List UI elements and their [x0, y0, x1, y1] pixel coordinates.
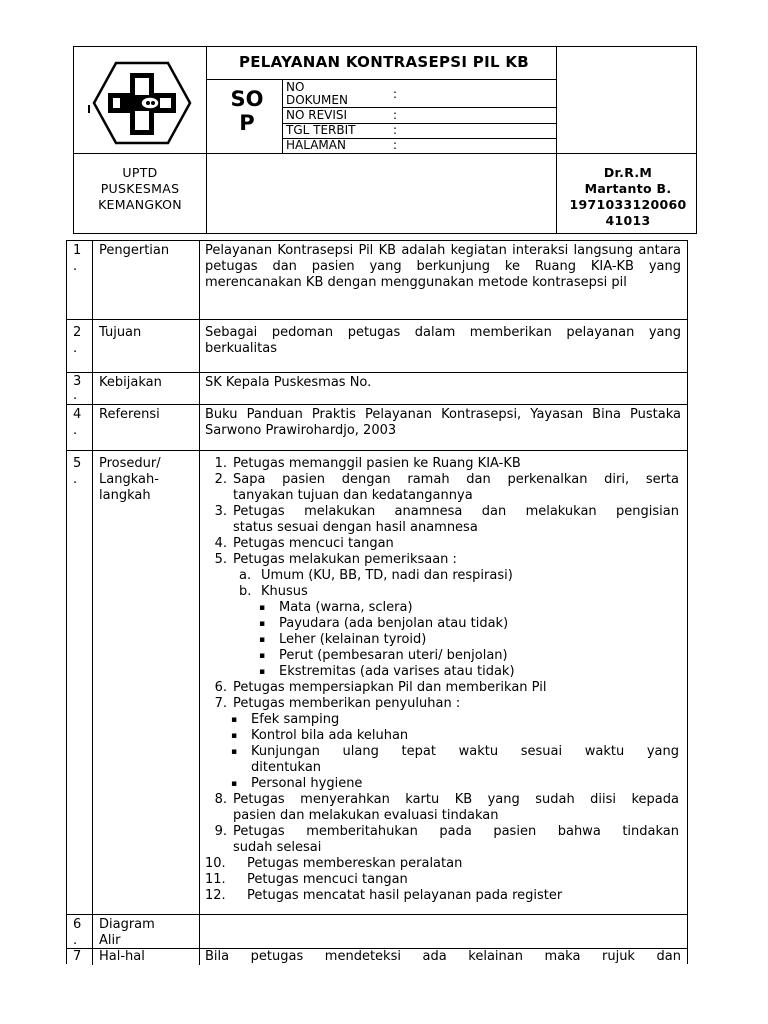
meta-colon: : [393, 138, 398, 152]
exam-sub-marker: a. [239, 568, 252, 583]
step-number: 5. [214, 552, 227, 567]
counseling-item: ditentukan [251, 760, 322, 775]
step-number: 10. [205, 856, 226, 871]
bullet-icon: ▪ [231, 715, 238, 725]
step-number: 2. [214, 472, 227, 487]
row-number-dot: . [73, 472, 78, 487]
organization-name [74, 165, 206, 213]
exam-special-item: Payudara (ada benjolan atau tidak) [279, 616, 509, 631]
step-text-line: Petugas melakukan pemeriksaan : [233, 552, 457, 567]
counseling-item: Efek samping [251, 712, 340, 727]
step-text-line: Petugas mempersiapkan Pil dan memberikan Pil [233, 680, 547, 695]
column-divider [199, 241, 200, 965]
row-text-referensi: Buku Panduan Praktis Pelayanan Kontrasepsi, Yayasan Bina Pustaka Sarwono Prawirohardjo, 2003 [205, 407, 681, 438]
bullet-icon: ▪ [259, 603, 266, 613]
row-number [73, 375, 93, 403]
exam-sub-marker: b. [239, 584, 252, 599]
bullet-icon: ▪ [231, 731, 238, 741]
step-number: 6. [214, 680, 227, 695]
row-text-kebijakan: SK Kepala Puskesmas No. [205, 375, 372, 390]
bullet-icon: ▪ [259, 619, 266, 629]
signer-line: Dr.R.M [603, 165, 653, 180]
header-divider [74, 153, 696, 154]
row-number-dot: . [73, 423, 78, 438]
step-text-line: sudah selesai [233, 840, 322, 855]
signer-line: 41013 [605, 213, 651, 228]
row-number [73, 325, 93, 357]
meta-colon: : [393, 87, 398, 101]
step-text-line: Petugas melakukan anamnesa dan melakukan pengisian [233, 504, 679, 519]
sop-header [73, 46, 697, 234]
row-divider [67, 372, 687, 373]
sop-label-line: SO [230, 87, 264, 111]
org-line: UPTD [122, 165, 158, 180]
step-number: 9. [214, 824, 227, 839]
row-number [73, 917, 93, 949]
row-label-hal-hal: Hal-hal [99, 949, 145, 964]
row-divider [67, 319, 687, 320]
step-text-line: Petugas membereskan peralatan [247, 856, 463, 871]
row-divider [67, 450, 687, 451]
meta-label [286, 81, 391, 107]
step-number: 8. [214, 792, 227, 807]
step-text-line: Petugas mencuci tangan [233, 536, 394, 551]
step-text-line: status sesuai dengan hasil anamnesa [233, 520, 478, 535]
step-number: 3. [214, 504, 227, 519]
row-text-hal-hal: Bila petugas mendeteksi ada kelainan maka rujuk dan [205, 949, 681, 964]
meta-label: NO REVISI [286, 108, 348, 122]
row-number-digit: 3 [73, 374, 82, 389]
sop-label [216, 87, 278, 135]
bullet-icon: ▪ [231, 779, 238, 789]
bullet-icon: ▪ [259, 651, 266, 661]
row-label-pengertian: Pengertian [99, 243, 170, 258]
row-number [73, 243, 93, 275]
step-number: 11. [205, 872, 226, 887]
header-divider [556, 47, 557, 233]
row-label-tujuan: Tujuan [99, 325, 142, 340]
step-text-line: Petugas memanggil pasien ke Ruang KIA-KB [233, 456, 521, 471]
step-text-line: pasien dan melakukan evaluasi tindakan [233, 808, 499, 823]
row-number: 7 [73, 949, 82, 964]
row-label-line: Alir [99, 933, 121, 948]
row-label-referensi: Referensi [99, 407, 160, 422]
row-label-diagram-alir [99, 917, 199, 949]
exam-special-item: Leher (kelainan tyroid) [279, 632, 427, 647]
row-divider [67, 914, 687, 915]
step-text-line: Sapa pasien dengan ramah dan perkenalkan diri, serta [233, 472, 679, 487]
org-line: KEMANGKON [98, 197, 182, 212]
row-number-digit: 4 [73, 407, 82, 422]
step-text-line: tanyakan tujuan dan kedatangannya [233, 488, 473, 503]
header-divider [282, 79, 283, 153]
sop-label-line: P [239, 111, 255, 135]
meta-label-line: NO [286, 80, 305, 94]
row-number-dot: . [73, 388, 78, 403]
row-number-digit: 5 [73, 456, 82, 471]
row-divider [67, 404, 687, 405]
row-number-digit: 6 [73, 917, 82, 932]
exam-sub-text: Umum (KU, BB, TD, nadi dan respirasi) [261, 568, 513, 583]
exam-special-item: Perut (pembesaran uteri/ benjolan) [279, 648, 508, 663]
row-label-line: Diagram [99, 917, 155, 932]
header-divider [206, 47, 207, 233]
exam-special-item: Mata (warna, sclera) [279, 600, 413, 615]
row-number-dot: . [73, 259, 78, 274]
step-text-line: Petugas mencatat hasil pelayanan pada register [247, 888, 563, 903]
meta-label: HALAMAN [286, 138, 346, 152]
signer-block [558, 165, 698, 229]
header-divider [206, 79, 556, 80]
counseling-item: Personal hygiene [251, 776, 363, 791]
row-number [73, 407, 93, 439]
meta-label: TGL TERBIT [286, 123, 356, 137]
meta-colon: : [393, 123, 398, 137]
row-label-line: langkah [99, 488, 151, 503]
meta-colon: : [393, 108, 398, 122]
sop-content-table [66, 240, 688, 964]
row-label-prosedur [99, 456, 199, 504]
signer-line: 1971033120060 [569, 197, 687, 212]
bullet-icon: ▪ [231, 747, 238, 757]
bullet-icon: ▪ [259, 667, 266, 677]
step-number: 1. [214, 456, 227, 471]
counseling-item: Kontrol bila ada keluhan [251, 728, 409, 743]
counseling-item: Kunjungan ulang tepat waktu sesuai waktu yang [251, 744, 679, 759]
step-number: 12. [205, 888, 226, 903]
row-number-dot: . [73, 341, 78, 356]
bullet-icon: ▪ [259, 635, 266, 645]
row-label-kebijakan: Kebijakan [99, 375, 162, 390]
exam-sub-text: Khusus [261, 584, 308, 599]
row-text-tujuan: Sebagai pedoman petugas dalam memberikan pelayanan yang berkualitas [205, 325, 681, 356]
org-line: PUSKESMAS [100, 181, 180, 196]
row-number [73, 456, 93, 488]
step-text-line: Petugas menyerahkan kartu KB yang sudah diisi kepada [233, 792, 679, 807]
signer-line: Martanto B. [584, 181, 672, 196]
document-title: PELAYANAN KONTRASEPSI PIL KB [238, 53, 530, 71]
row-label-line: Prosedur/ [99, 456, 161, 471]
step-number: 7. [214, 696, 227, 711]
row-number-digit: 2 [73, 325, 82, 340]
meta-label-line: DOKUMEN [286, 93, 348, 107]
step-number: 4. [214, 536, 227, 551]
row-number-dot: . [73, 933, 78, 948]
exam-special-item: Ekstremitas (ada varises atau tidak) [279, 664, 515, 679]
row-number-digit: 1 [73, 243, 82, 258]
step-text-line: Petugas mencuci tangan [247, 872, 408, 887]
row-text-pengertian: Pelayanan Kontrasepsi Pil KB adalah kegiatan interaksi langsung antara petugas dan pasien yang berkunjung ke Ruang KIA-KB yang merencanakan KB dengan menggunakan metode kontrasepsi pil [205, 243, 681, 290]
row-label-line: Langkah- [99, 472, 159, 487]
step-text-line: Petugas memberikan penyuluhan : [233, 696, 461, 711]
puskesmas-logo [78, 51, 206, 151]
step-text-line: Petugas memberitahukan pada pasien bahwa tindakan [233, 824, 679, 839]
